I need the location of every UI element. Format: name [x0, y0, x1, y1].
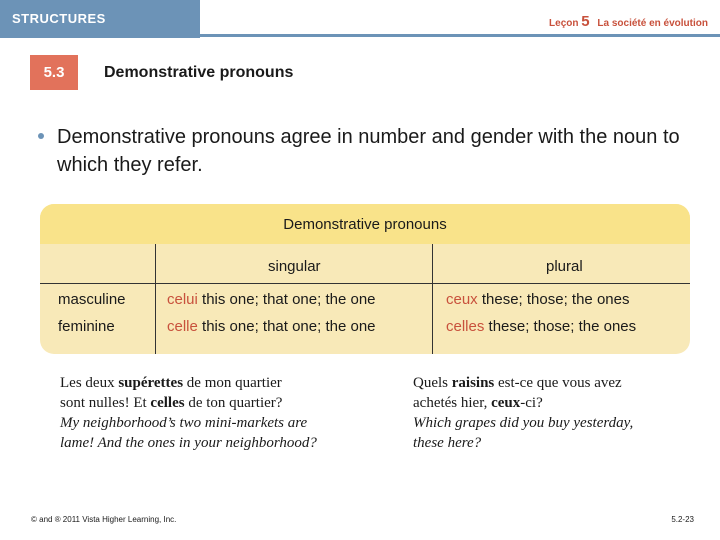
- brand-block: [0, 0, 200, 38]
- top-bar: [0, 0, 720, 38]
- example-right: Quels raisins est-ce que vous avez achetés hier, ceux-ci? Which grapes did you buy yesterday, these here?: [413, 375, 634, 451]
- lesson-number: 5: [581, 13, 590, 30]
- example-left: Les deux supérettes de mon quartier sont nulles! Et celles de ton quartier? My neighborhood’s two mini-markets are lame! And the ones in your neighborhood?: [60, 375, 317, 451]
- word-celles: celles: [446, 318, 485, 335]
- table-title: Demonstrative pronouns: [283, 216, 447, 233]
- cell-masculine-plural: [446, 291, 629, 308]
- lesson-title: La société en évolution: [597, 18, 708, 29]
- row-label-masculine: masculine: [58, 291, 126, 308]
- lesson-word: Leçon: [549, 18, 579, 29]
- cell-feminine-plural: [446, 318, 636, 335]
- column-header-singular: singular: [268, 258, 321, 275]
- example-right-translation-2: these here?: [413, 435, 482, 451]
- table-divider-1: [155, 244, 156, 354]
- lesson-label: [549, 13, 708, 30]
- example-right-translation-1: Which grapes did you buy yesterday,: [413, 415, 634, 431]
- section-number-badge: 5.3: [30, 55, 78, 90]
- meaning-celui: this one; that one; the one: [202, 291, 376, 308]
- table-rule: [40, 283, 690, 284]
- word-celui: celui: [167, 291, 198, 308]
- bullet-icon: [38, 133, 44, 139]
- section-title: Demonstrative pronouns: [104, 64, 294, 81]
- cell-feminine-singular: [167, 318, 376, 335]
- word-ceux: ceux: [446, 291, 478, 308]
- meaning-ceux: these; those; the ones: [481, 291, 630, 308]
- meaning-celles: these; those; the ones: [488, 318, 637, 335]
- copyright-footer: © and ® 2011 Vista Higher Learning, Inc.: [31, 515, 177, 524]
- brand-title: STRUCTURES: [12, 11, 106, 26]
- cell-masculine-singular: [167, 291, 376, 308]
- example-left-translation-2: lame! And the ones in your neighborhood?: [60, 435, 317, 451]
- page-number: 5.2-23: [671, 515, 694, 524]
- row-label-feminine: feminine: [58, 318, 115, 335]
- table-divider-2: [432, 244, 433, 354]
- column-header-plural: plural: [546, 258, 583, 275]
- header-rule: [200, 34, 720, 37]
- pronoun-table: [40, 204, 690, 354]
- bullet-text: Demonstrative pronouns agree in number and gender with the noun to which they refer.: [57, 126, 680, 176]
- example-left-translation-1: My neighborhood’s two mini-markets are: [60, 415, 308, 431]
- table-header: [40, 204, 690, 244]
- meaning-celle: this one; that one; the one: [202, 318, 376, 335]
- word-celle: celle: [167, 318, 198, 335]
